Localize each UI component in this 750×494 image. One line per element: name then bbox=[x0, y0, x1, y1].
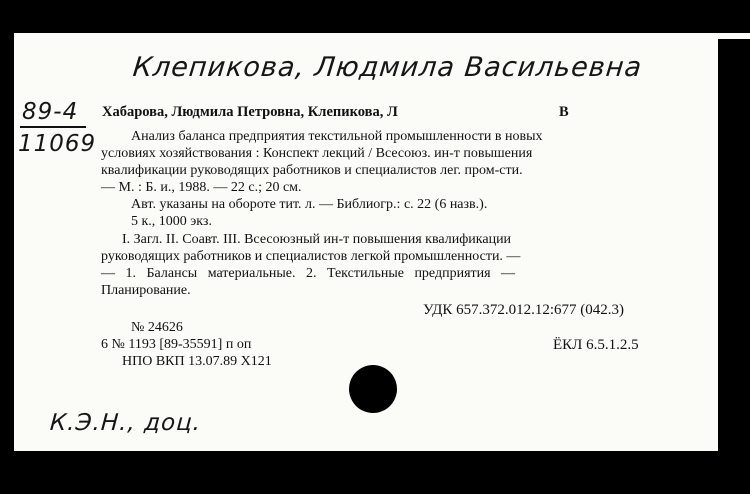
body-line-2: условиях хозяйствования : Конспект лекций / Всесоюз. ин-т повышения bbox=[101, 146, 533, 161]
body-line-3: квалификации руководящих работников и специалистов лег. пром-сти. bbox=[101, 163, 523, 178]
punch-hole bbox=[349, 365, 397, 413]
shelf-code-underline bbox=[20, 126, 86, 128]
handwritten-note: К.Э.Н., доц. bbox=[49, 410, 203, 436]
body-line-6: 5 к., 1000 экз. bbox=[131, 214, 212, 229]
card-edge bbox=[718, 33, 750, 39]
ekl-code: ЁКЛ 6.5.1.2.5 bbox=[553, 337, 639, 353]
body-line-9: — 1. Балансы материальные. 2. Текстильные предприятия — bbox=[101, 266, 516, 281]
npo-line: НПО ВКП 13.07.89 Х121 bbox=[122, 354, 272, 369]
heading-authors: Хабарова, Людмила Петровна, Клепикова, Л bbox=[102, 104, 398, 120]
body-line-7: I. Загл. II. Соавт. III. Всесоюзный ин-т повышения квалификации bbox=[122, 232, 512, 247]
heading-letter: В bbox=[559, 104, 569, 120]
body-line-1: Анализ баланса предприятия текстильной промышленности в новых bbox=[131, 129, 543, 144]
body-line-4: — М. : Б. и., 1988. — 22 с.; 20 см. bbox=[101, 180, 302, 195]
shelf-code-bottom: 11069 bbox=[18, 131, 97, 157]
shelf-code-top: 89-4 bbox=[22, 99, 79, 125]
card-number: № 24626 bbox=[131, 320, 183, 335]
handwritten-author-name: Клепикова, Людмила Васильевна bbox=[131, 52, 644, 83]
body-line-8: руководящих работников и специалистов легкой промышленности. — bbox=[101, 249, 521, 264]
body-line-5: Авт. указаны на обороте тит. л. — Библиогр.: с. 22 (6 назв.). bbox=[131, 197, 488, 212]
order-line: 6 № 1193 [89-35591] п оп bbox=[101, 337, 252, 352]
body-line-10: Планирование. bbox=[101, 283, 191, 298]
udk-code: УДК 657.372.012.12:677 (042.3) bbox=[423, 302, 624, 318]
